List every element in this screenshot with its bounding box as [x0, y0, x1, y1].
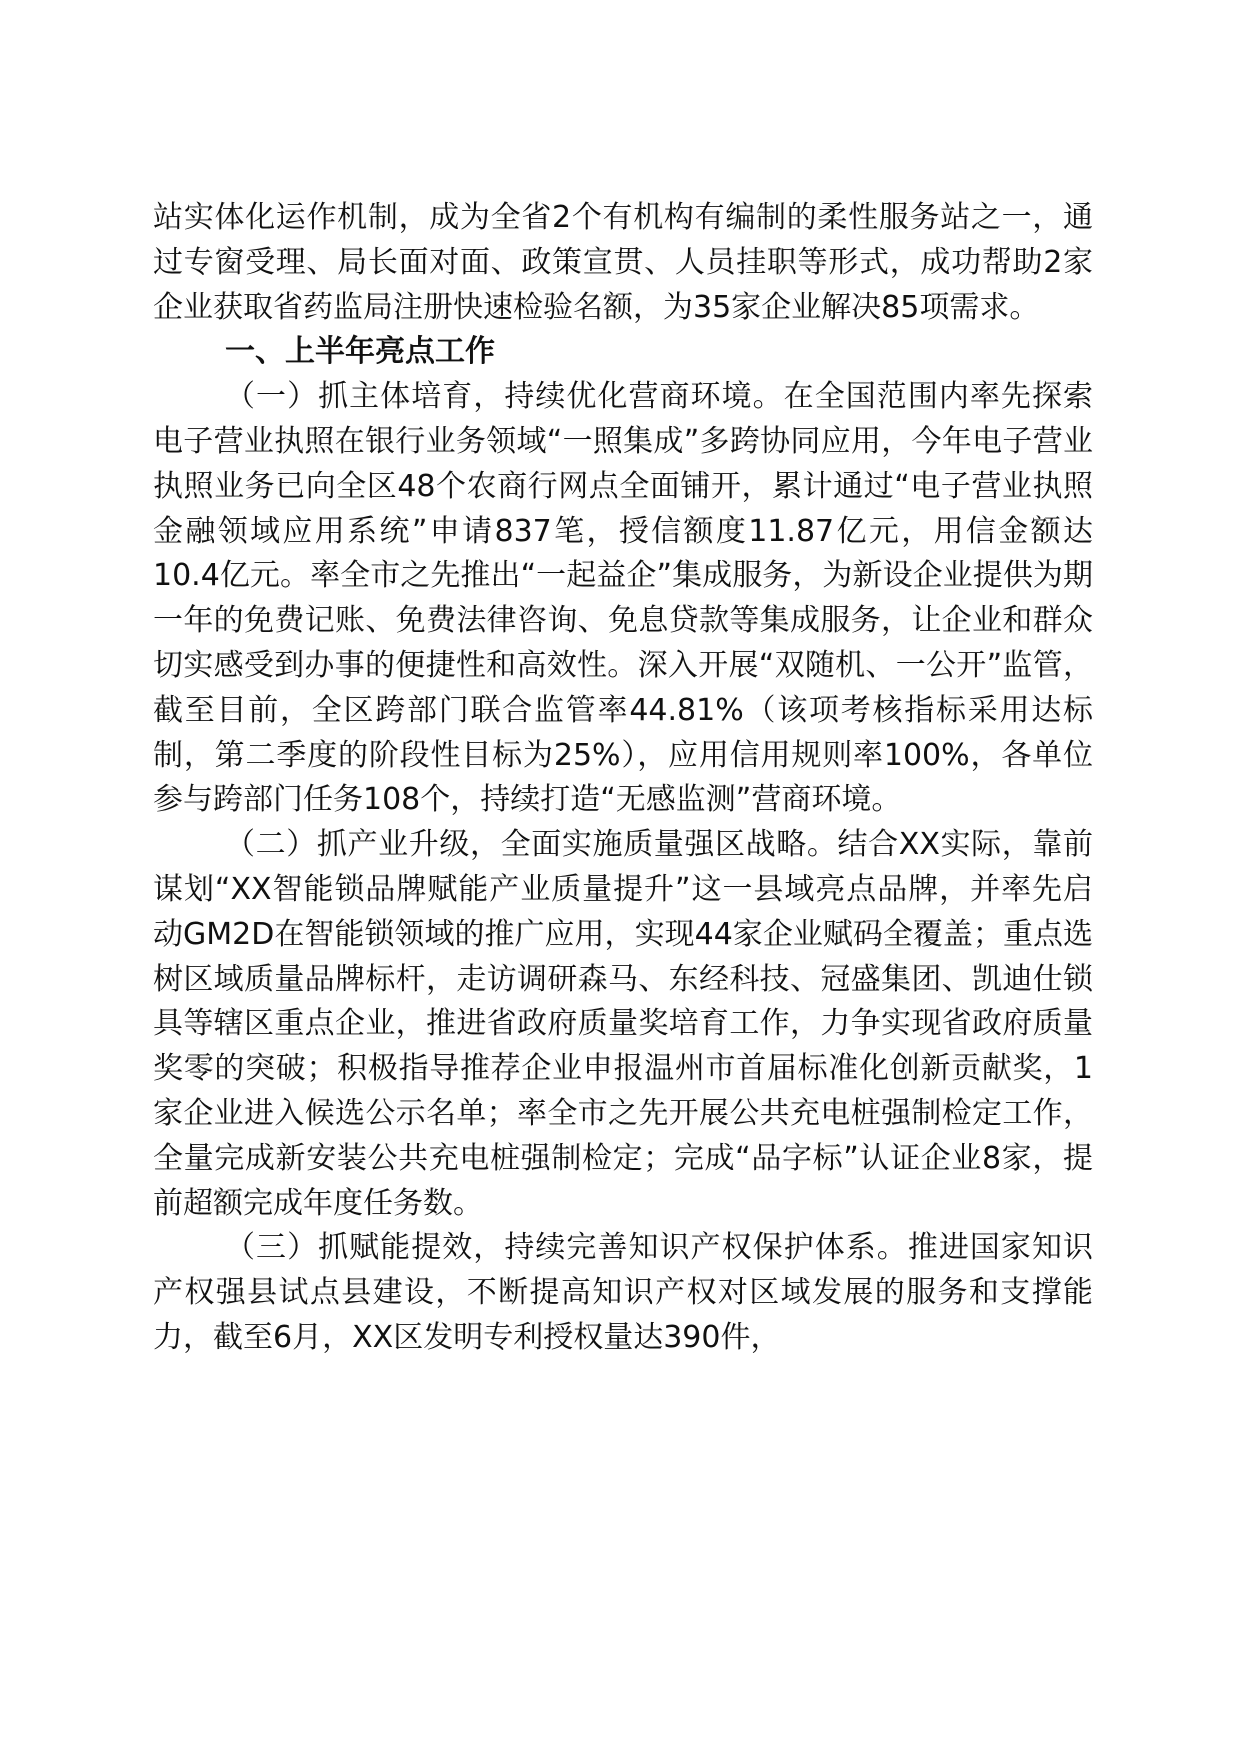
continuation-paragraph: 站实体化运作机制，成为全省2个有机构有编制的柔性服务站之一，通过专窗受理、局长面对面、政策宣贯、人员挂职等形式，成功帮助2家企业获取省药监局注册快速检验名额，为35家企业解决85项需求。 [153, 200, 1093, 325]
paragraph-2: （二）抓产业升级，全面实施质量强区战略。结合XX实际，靠前谋划“XX智能锁品牌赋能产业质量提升”这一县域亮点品牌，并率先启动GM2D在智能锁领域的推广应用，实现44家企业赋码全覆盖；重点选树区域质量品牌标杆，走访调研森马、东经科技、冠盛集团、凯迪仕锁具等辖区重点企业，推进省政府质量奖培育工作，力争实现省政府质量奖零的突破；积极指导推荐企业申报温州市首届标准化创新贡献奖，1家企业进入候选公示名单；率全市之先开展公共充电桩强制检定工作，全量完成新安装公共充电桩强制检定；完成“品字标”认证企业8家，提前超额完成年度任务数。 [153, 827, 1093, 1221]
document-body [153, 196, 1093, 1361]
paragraph-3: （三）抓赋能提效，持续完善知识产权保护体系。推进国家知识产权强县试点县建设，不断提高知识产权对区域发展的服务和支撑能力，截至6月，XX区发明专利授权量达390件， [153, 1230, 1093, 1355]
section-heading: 一、上半年亮点工作 [225, 334, 495, 370]
paragraph-1: （一）抓主体培育，持续优化营商环境。在全国范围内率先探索电子营业执照在银行业务领域“一照集成”多跨协同应用，今年电子营业执照业务已向全区48个农商行网点全面铺开，累计通过“电子营业执照金融领域应用系统”申请837笔，授信额度11.87亿元，用信金额达10.4亿元。率全市之先推出“一起益企”集成服务，为新设企业提供为期一年的免费记账、免费法律咨询、免息贷款等集成服务，让企业和群众切实感受到办事的便捷性和高效性。深入开展“双随机、一公开”监管，截至目前，全区跨部门联合监管率44.81%（该项考核指标采用达标制，第二季度的阶段性目标为25%），应用信用规则率100%，各单位参与跨部门任务108个，持续打造“无感监测”营商环境。 [153, 379, 1093, 818]
